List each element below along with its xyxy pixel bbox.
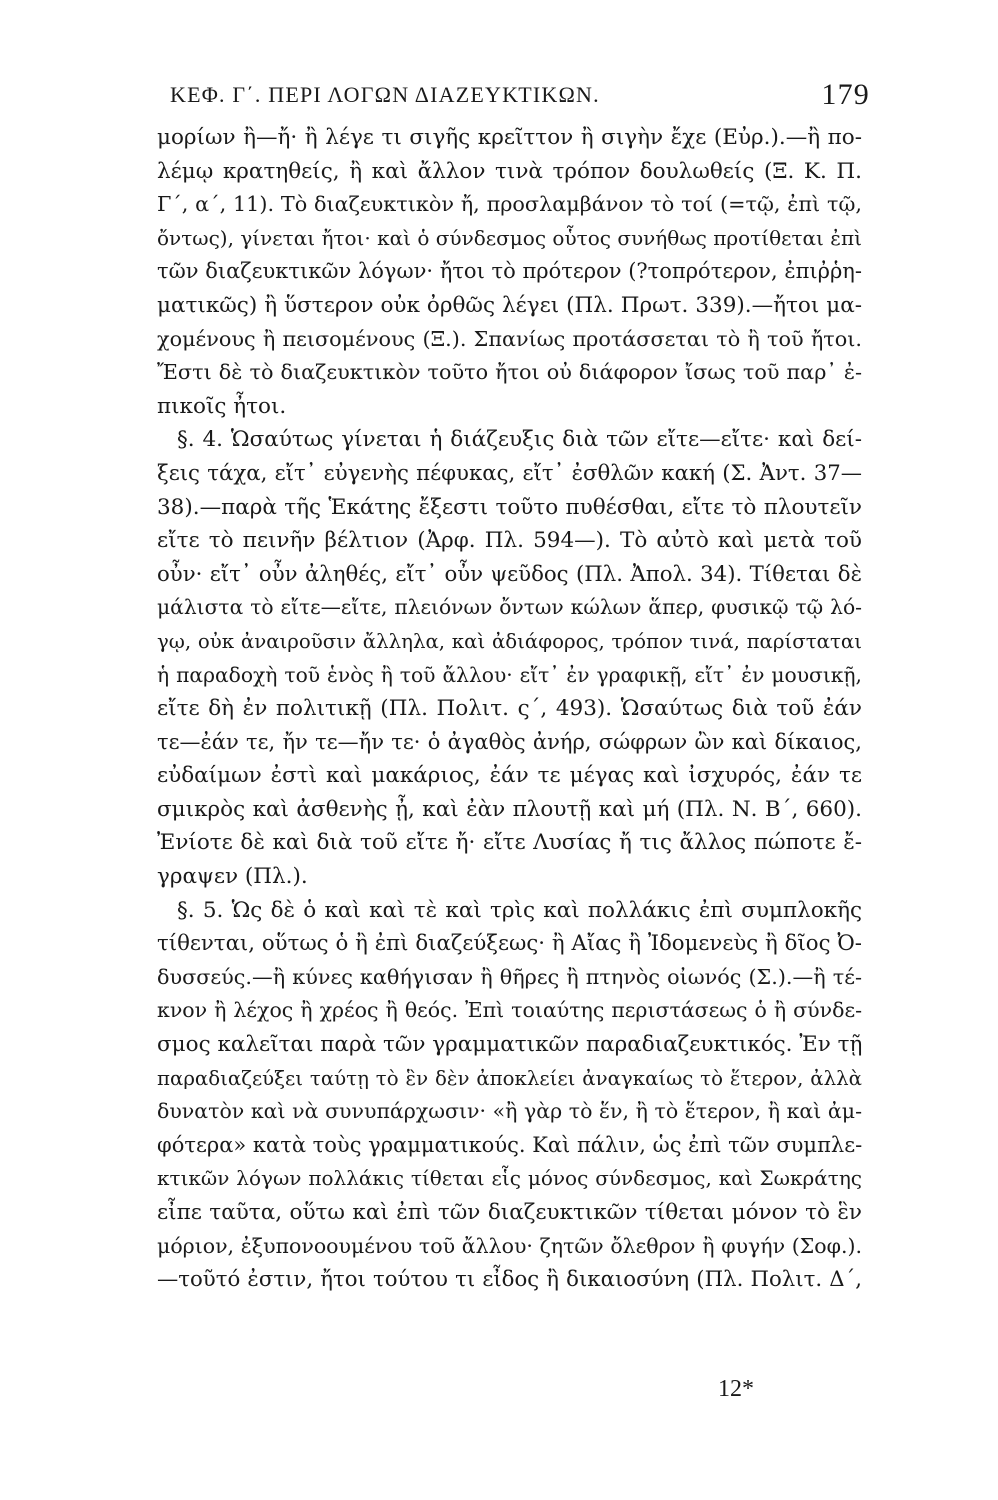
text-line: εἴτε δὴ ἐν πολιτικῇ (Πλ. Πολιτ. ς΄, 493). Ὡσαύτως διὰ τοῦ ἐάν	[157, 696, 862, 722]
text-line: ἡ παραδοχὴ τοῦ ἑνὸς ἢ τοῦ ἄλλου· εἴτ᾽ ἐν γραφικῇ, εἴτ᾽ ἐν μουσικῇ,	[157, 662, 862, 687]
text-line: δυνατὸν καὶ νὰ συνυπάρχωσιν· «ἢ γὰρ τὸ ἕν, ἢ τὸ ἕτερον, ἢ καὶ ἀμ-	[157, 1099, 862, 1124]
text-line: ὄντως), γίνεται ἤτοι· καὶ ὁ σύνδεσμος οὗτος συνήθως προτίθεται ἐπὶ	[157, 225, 862, 250]
text-line: φότερα» κατὰ τοὺς γραμματικούς. Καὶ πάλιν, ὡς ἐπὶ τῶν συμπλε-	[157, 1132, 863, 1157]
text-line: τῶν διαζευκτικῶν λόγων· ἤτοι τὸ πρότερον (?τοπρότερον, ἐπιῤῥη-	[157, 259, 862, 284]
text-line: —τοῦτό ἐστιν, ἤτοι τούτου τι εἶδος ἢ δικαιοσύνη (Πλ. Πολιτ. Δ΄,	[157, 1267, 862, 1293]
page-number: 179	[821, 78, 870, 111]
running-header	[170, 72, 870, 122]
text-line: κνον ἢ λέχος ἢ χρέος ἢ θεός. Ἐπὶ τοιαύτης περιστάσεως ὁ ἢ σύνδε-	[157, 998, 862, 1023]
text-line: μάλιστα τὸ εἴτε—εἴτε, πλειόνων ὄντων κώλων ἅπερ, φυσικῷ τῷ λό-	[157, 595, 862, 620]
text-line: ματικῶς) ἢ ὕστερον οὐκ ὀρθῶς λέγει (Πλ. Πρωτ. 339).—ἤτοι μα-	[157, 292, 862, 318]
text-line: Ἔστι δὲ τὸ διαζευκτικὸν τοῦτο ἤτοι οὐ διάφορον ἴσως τοῦ παρ᾽ ἐ-	[157, 360, 862, 385]
text-line: τε—ἐάν τε, ἤν τε—ἤν τε· ὁ ἀγαθὸς ἀνήρ, σώφρων ὢν καὶ δίκαιος,	[157, 729, 862, 754]
text-line: μορίων ἢ—ἤ· ἢ λέγε τι σιγῆς κρεῖττον ἢ σιγὴν ἔχε (Εὐρ.).—ἢ πο-	[157, 125, 862, 150]
text-line: γραψεν (Πλ.).	[157, 864, 308, 890]
text-line: σμικρὸς καὶ ἀσθενὴς ᾖ, καὶ ἐὰν πλουτῇ καὶ μή (Πλ. Ν. Β΄, 660).	[157, 796, 862, 822]
text-line: χομένους ἢ πεισομένους (Ξ.). Σπανίως προτάσσεται τὸ ἢ τοῦ ἤτοι.	[157, 326, 862, 351]
text-line: Ἐνίοτε δὲ καὶ διὰ τοῦ εἴτε ἤ· εἴτε Λυσίας ἤ τις ἄλλος πώποτε ἔ-	[157, 830, 862, 856]
section-heading-line: §. 5. Ὡς δὲ ὁ καὶ καὶ τὲ καὶ τρὶς καὶ πολλάκις ἐπὶ συμπλοκῆς	[177, 897, 862, 923]
text-line: Γ΄, α΄, 11). Τὸ διαζευκτικὸν ἤ, προσλαμβάνον τὸ τοί (=τῷ, ἐπὶ τῷ,	[157, 192, 862, 217]
text-line: κτικῶν λόγων πολλάκις τίθεται εἷς μόνος σύνδεσμος, καὶ Σωκράτης	[157, 1166, 862, 1191]
text-line: εἶπε ταῦτα, οὕτω καὶ ἐπὶ τῶν διαζευκτικῶν τίθεται μόνον τὸ ἓν	[157, 1200, 862, 1225]
text-line: παραδιαζεύξει ταύτῃ τὸ ἓν δὲν ἀποκλείει ἀναγκαίως τὸ ἕτερον, ἀλλὰ	[157, 1066, 862, 1090]
text-line: λέμῳ κρατηθείς, ἢ καὶ ἄλλον τινὰ τρόπον δουλωθείς (Ξ. Κ. Π.	[157, 158, 862, 184]
text-line: οὖν· εἴτ᾽ οὖν ἀληθές, εἴτ᾽ οὖν ψεῦδος (Πλ. Ἀπολ. 34). Τίθεται δὲ	[157, 561, 862, 587]
text-line: 38).—παρὰ τῆς Ἑκάτης ἔξεστι τοῦτο πυθέσθαι, εἴτε τὸ πλουτεῖν	[157, 494, 862, 520]
signature-mark: 12*	[718, 1376, 754, 1402]
text-line: πικοῖς ἦτοι.	[157, 393, 287, 419]
text-line: εὐδαίμων ἐστὶ καὶ μακάριος, ἐάν τε μέγας καὶ ἰσχυρός, ἐάν τε	[157, 763, 862, 789]
text-line: σμος καλεῖται παρὰ τῶν γραμματικῶν παραδιαζευκτικός. Ἐν τῇ	[157, 1032, 863, 1058]
running-title: ΚΕΦ. Γ΄. ΠΕΡΙ ΛΟΓΩΝ ΔΙΑΖΕΥΚΤΙΚΩΝ.	[170, 82, 600, 107]
section-heading-line: §. 4. Ὡσαύτως γίνεται ἡ διάζευξις διὰ τῶν εἴτε—εἴτε· καὶ δεί-	[177, 427, 862, 453]
text-line: γῳ, οὐκ ἀναιροῦσιν ἄλληλα, καὶ ἀδιάφορος, τρόπον τινά, παρίσταται	[157, 629, 862, 653]
text-line: εἴτε τὸ πεινῆν βέλτιον (Ἀρφ. Πλ. 594—). Τὸ αὐτὸ καὶ μετὰ τοῦ	[157, 528, 862, 554]
text-line: ξεις τάχα, εἴτ᾽ εὐγενὴς πέφυκας, εἴτ᾽ ἐσθλῶν κακή (Σ. Ἀντ. 37—	[157, 460, 862, 486]
text-line: δυσσεύς.—ἢ κύνες καθήγισαν ἢ θῆρες ἢ πτηνὸς οἰωνός (Σ.).—ἢ τέ-	[157, 964, 862, 989]
text-line: τίθενται, οὕτως ὁ ἢ ἐπὶ διαζεύξεως· ἢ Αἴας ἢ Ἰδομενεὺς ἢ δῖος Ὀ-	[157, 931, 862, 957]
text-line: μόριον, ἐξυπονοουμένου τοῦ ἄλλου· ζητῶν ὄλεθρον ἢ φυγήν (Σοφ.).	[157, 1233, 862, 1258]
text-body	[157, 121, 862, 1297]
